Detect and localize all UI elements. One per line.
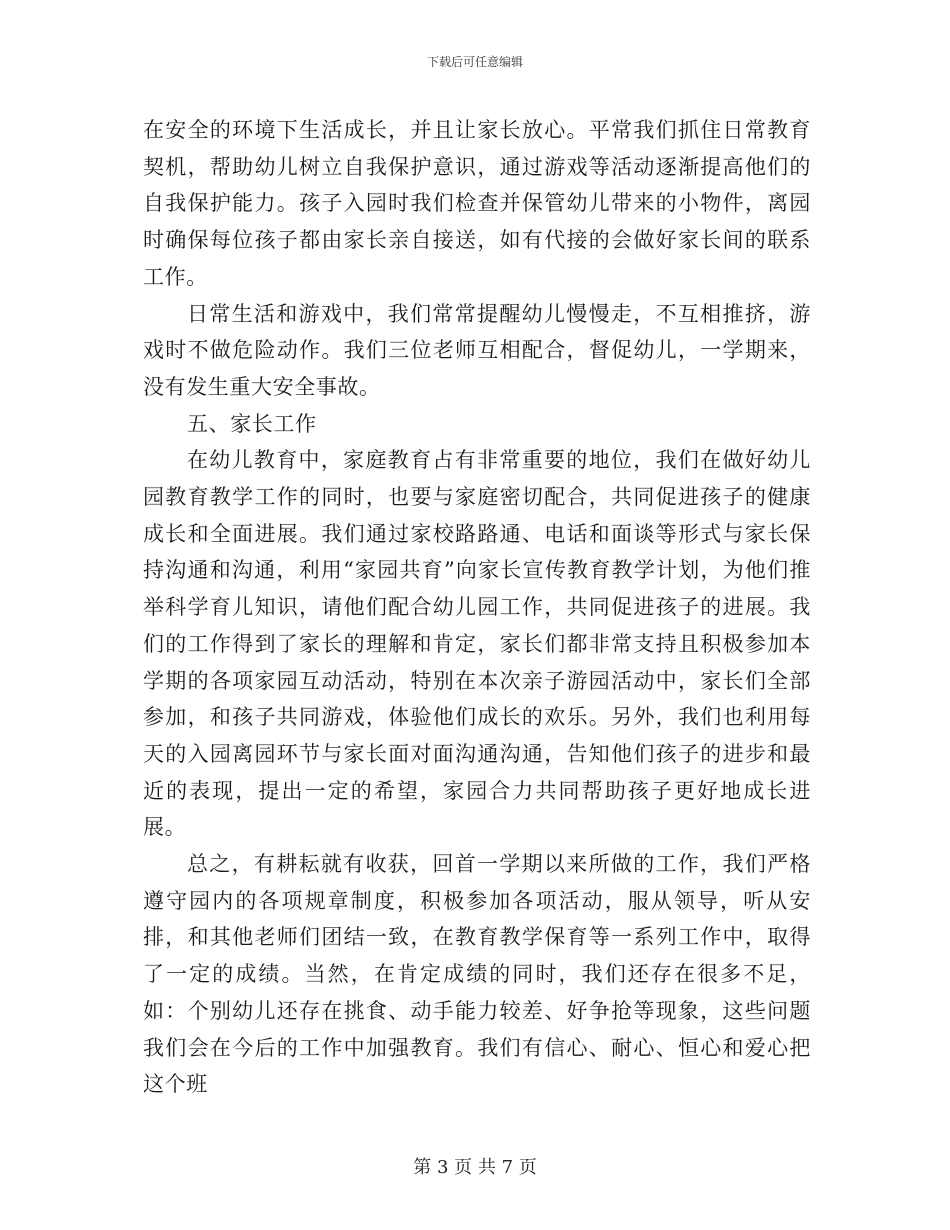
page-number-footer [0,1153,950,1179]
paragraph-parent-work: 在幼儿教育中，家庭教育占有非常重要的地位，我们在做好幼儿园教育教学工作的同时，也要与家庭密切配合，共同促进孩子的健康成长和全面进展。我们通过家校路路通、电话和面谈等形式与家长保持沟通和沟通，利用“家园共育”向家长宣传教育教学计划，为他们推举科学育儿知识，请他们配合幼儿园工作，共同促进孩子的进展。我们的工作得到了家长的理解和肯定，家长们都非常支持且积极参加本学期的各项家园互动活动，特别在本次亲子游园活动中，家长们全部参加，和孩子共同游戏，体验他们成长的欢乐。另外，我们也利用每天的入园离园环节与家长面对面沟通沟通，告知他们孩子的进步和最近的表现，提出一定的希望，家园合力共同帮助孩子更好地成长进展。 [143,448,811,840]
section-heading-parent-work: 五、家长工作 [187,411,317,436]
page-number-label: 第 3 页 共 7 页 [413,1157,537,1178]
paragraph-safety-continued: 在安全的环境下生活成长，并且让家长放心。平常我们抓住日常教育契机，帮助幼儿树立自我保护意识，通过游戏等活动逐渐提高他们的自我保护能力。孩子入园时我们检查并保管幼儿带来的小物件，离园时确保每位孩子都由家长亲自接送，如有代接的会做好家长间的联系工作。 [143,118,811,289]
paragraph-daily-safety: 日常生活和游戏中，我们常常提醒幼儿慢慢走，不互相推挤，游戏时不做危险动作。我们三位老师互相配合，督促幼儿，一学期来，没有发生重大安全事故。 [143,301,811,399]
header-note: 下载后可任意编辑 [426,55,523,69]
paragraph-summary: 总之，有耕耘就有收获，回首一学期以来所做的工作，我们严格遵守园内的各项规章制度，积极参加各项活动，服从领导，听从安排，和其他老师们团结一致，在教育教学保育等一系列工作中，取得了一定的成绩。当然，在肯定成绩的同时，我们还存在很多不足，如：个别幼儿还存在挑食、动手能力较差、好争抢等现象，这些问题我们会在今后的工作中加强教育。我们有信心、耐心、恒心和爱心把这个班 [143,852,811,1097]
document-body [143,112,811,1103]
